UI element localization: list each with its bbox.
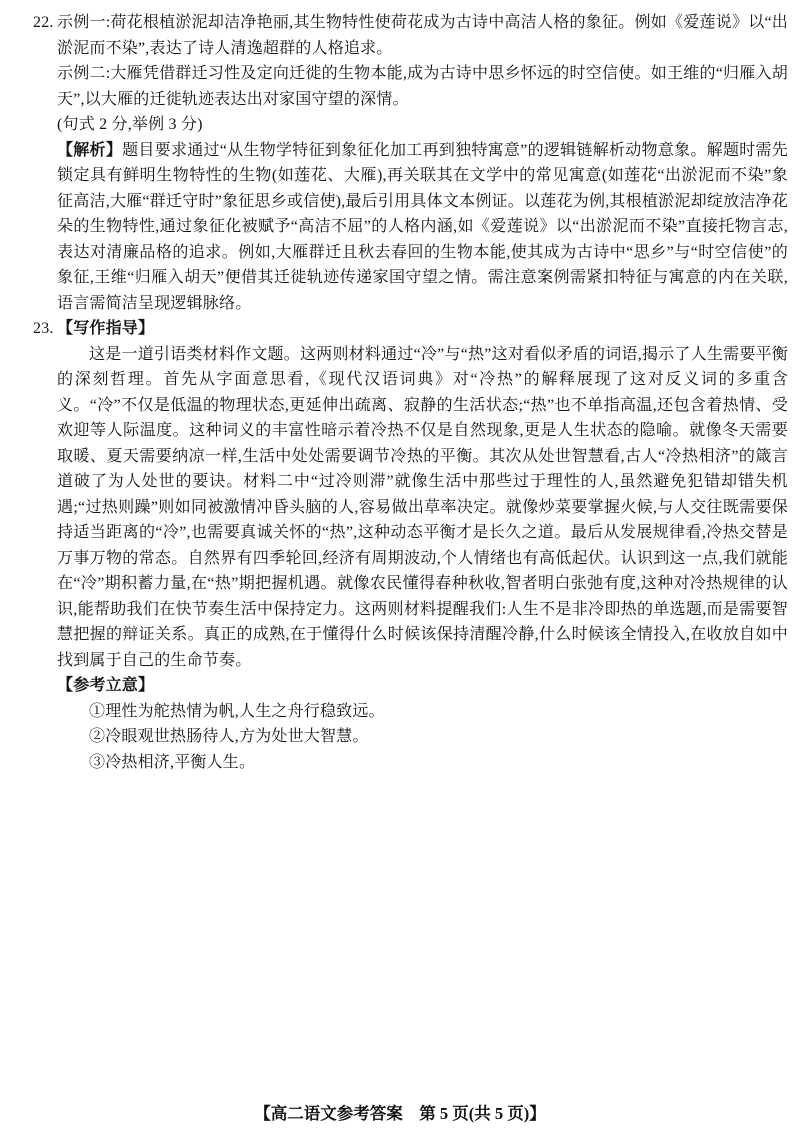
page-footer (0, 1102, 800, 1126)
analysis-text: 题目要求通过“从生物学特征到象征化加工再到独特寓意”的逻辑链解析动物意象。解题时需先锁定具有鲜明生物特性的生物(如莲花、大雁),再关联其在文学中的常见寓意(如莲花“出淤泥而不染”象征高洁,大雁“群迁守时”象征思乡或信使),最后引用具体文本例证。以莲花为例,其根植淤泥却绽放洁净花朵的生物特性,通过象征化被赋予“高洁不屈”的人格内涵,如《爱莲说》以“出淤泥而不染”直接托物言志,表达对清廉品格的追求。例如,大雁群迁且秋去春回的生物本能,使其成为古诗中“思乡”与“时空信使”的象征,王维“归雁入胡天”便借其迁徙轨迹传递家国守望之情。需注意案例需紧扣特征与寓意的内在关联,语言需简洁呈现逻辑脉络。 (57, 141, 788, 312)
reference-ideas-label: 【参考立意】 (57, 677, 155, 694)
question-23-block (33, 316, 788, 775)
question-23-body (57, 316, 788, 775)
writing-guidance-label: 【写作指导】 (57, 320, 155, 337)
page-footer-text: 【高二语文参考答案 第 5 页(共 5 页)】 (254, 1104, 546, 1123)
reference-idea-2: ②冷眼观世热肠待人,方为处世大智慧。 (89, 728, 369, 745)
reference-idea-1: ①理性为舵热情为帆,人生之舟行稳致远。 (89, 702, 385, 720)
question-22-scoring-note: (句式 2 分,举例 3 分) (57, 116, 203, 133)
writing-guidance-text: 这是一道引语类材料作文题。这两则材料通过“冷”与“热”这对看似矛盾的词语,揭示了人生需要平衡的深刻哲理。首先从字面意思看,《现代汉语词典》对“冷热”的解释展现了这对反义词的多重含义。“冷”不仅是低温的物理状态,更延伸出疏离、寂静的生活状态;“热”也不单指高温,还包含着热情、受欢迎等人际温度。这种词义的丰富性暗示着冷热不仅是自然现象,更是人生状态的隐喻。就像冬天需要取暖、夏天需要纳凉一样,生活中处处需要调节冷热的平衡。其次从处世智慧看,古人“冷热相济”的箴言道破了为人处世的要诀。材料二中“过冷则滞”就像生活中那些过于理性的人,虽然避免犯错却错失机遇;“过热则躁”则如同被激情冲昏头脑的人,容易做出草率决定。就像炒菜要掌握火候,与人交往既需要保持适当距离的“冷”,也需要真诚关怀的“热”,这种动态平衡才是长久之道。最后从发展规律看,冷热交替是万事万物的常态。自然界有四季轮回,经济有周期波动,个人情绪也有高低起伏。认识到这一点,我们就能在“冷”期积蓄力量,在“热”期把握机遇。就像农民懂得春种秋收,智者明白张弛有度,这种对冷热规律的认识,能帮助我们在快节奏生活中保持定力。这两则材料提醒我们:人生不是非冷即热的单选题,而是需要智慧把握的辩证关系。真正的成熟,在于懂得什么时候该保持清醒冷静,什么时候该全情投入,在收放自如中找到属于自己的生命节奏。 (57, 345, 788, 669)
question-23-number: 23. (33, 320, 54, 337)
question-22-example-1: 示例一:荷花根植淤泥却洁净艳丽,其生物特性使荷花成为古诗中高洁人格的象征。例如《爱莲说》以“出淤泥而不染”,表达了诗人清逸超群的人格追求。 (57, 14, 788, 57)
question-22-analysis (57, 138, 788, 317)
question-22-number: 22. (33, 14, 54, 31)
page-content (33, 10, 788, 775)
analysis-label: 【解析】 (57, 141, 123, 159)
question-22-body (57, 10, 788, 316)
question-22-block (33, 10, 788, 316)
question-22-example-2: 示例二:大雁凭借群迁习性及定向迁徙的生物本能,成为古诗中思乡怀远的时空信使。如王维的“归雁入胡天”,以大雁的迁徙轨迹表达出对家国守望的深情。 (57, 65, 788, 108)
reference-idea-3: ③冷热相济,平衡人生。 (89, 753, 256, 771)
